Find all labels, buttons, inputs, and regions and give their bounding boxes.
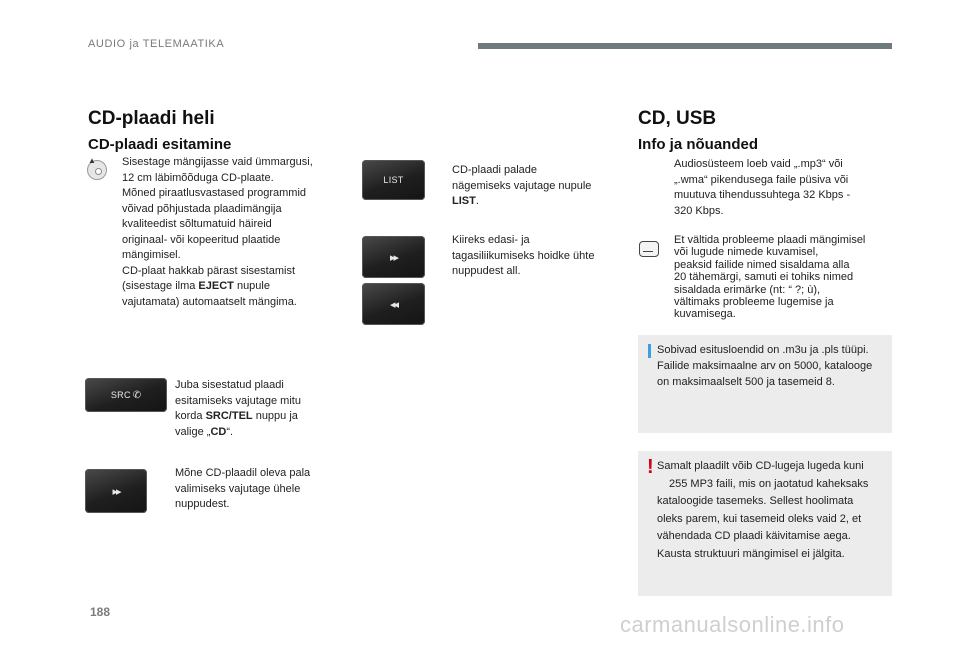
eject-icon: ▲ <box>88 156 96 165</box>
fast-forward-icon: ▸▸ <box>389 251 398 264</box>
list-button[interactable] <box>362 160 425 200</box>
header-bar <box>478 43 892 49</box>
list-instruction: CD-plaadi palade nägemiseks vajutage nupule LIST. <box>452 164 592 207</box>
warning-text: Samalt plaadilt võib CD-lugeja lugeda kuni 255 MP3 faili, mis on jaotatud kaheksaks kataloogide tasemeks. Sellest hoolimata oleks parem, kui tasemeid oleks vaid 2, et vähendada CD plaadi käivitamise aega. Kausta struktuuri mängimisel ei jälgita. <box>657 460 869 560</box>
seek-instruction: Kiireks edasi- ja tagasiliikumiseks hoidke ühte nuppudest all. <box>452 234 595 277</box>
tip-marker-icon <box>648 344 651 358</box>
file-names-text: Et vältida probleeme plaadi mängimisel või lugude nimede kuvamisel, peaksid failide nimed sisaldama alla 20 tähemärgi, samuti ei tohiks nimed sisaldada erimärke (nt: “ ?; ù), vältimaks probleeme lugemise ja kuvamisega. <box>674 234 866 321</box>
left-subtitle: CD-plaadi esitamine <box>88 136 232 153</box>
info-screen-icon <box>639 241 659 257</box>
next-track-button[interactable] <box>85 469 147 513</box>
left-title: CD-plaadi heli <box>88 108 215 129</box>
watermark: carmanualsonline.info <box>620 612 845 637</box>
playlist-tip-text: Sobivad esitusloendid on .m3u ja .pls tüüpi. Failide maksimaalne arv on 5000, katalooge on maksimaalselt 500 ja tasemeid 8. <box>657 344 873 388</box>
formats-text: Audiosüsteem loeb vaid „.mp3“ või „.wma“ pikendusega faile püsiva või muutuva tihendussuhtega 32 Kbps - 320 Kbps. <box>674 158 851 217</box>
src-instruction: Juba sisestatud plaadi esitamiseks vajutage mitu korda SRC/TEL nuppu ja valige „CD“. <box>175 379 301 438</box>
rewind-icon: ◂◂ <box>389 298 398 311</box>
right-title: CD, USB <box>638 108 717 129</box>
src-tel-button[interactable] <box>85 378 167 412</box>
insert-cd-text: Sisestage mängijasse vaid ümmargusi, 12 cm läbimõõduga CD-plaate. Mõned piraatlusvastased programmid võivad põhjustada plaadimängija kvaliteedist sõltumatuid häireid originaal- või kopeeritud plaatide mängimisel. CD-plaat hakkab pärast sisestamist (sisestage ilma EJECT nupule vajutamata) automaatselt mängima. <box>122 156 313 308</box>
right-subtitle: Info ja nõuanded <box>638 136 758 153</box>
page-number: 188 <box>90 605 111 619</box>
warning-icon: ! <box>647 456 654 478</box>
rewind-button[interactable] <box>362 283 425 325</box>
section-header: AUDIO ja TELEMAATIKA <box>88 38 225 50</box>
phone-icon: ✆ <box>132 389 142 401</box>
fast-forward-icon: ▸▸ <box>112 485 120 498</box>
track-select-instruction: Mõne CD-plaadil oleva pala valimiseks vajutage ühele nuppudest. <box>175 467 311 510</box>
fast-forward-button[interactable] <box>362 236 425 278</box>
list-button-label: LIST <box>383 175 404 185</box>
src-button-label: SRC <box>110 390 131 400</box>
